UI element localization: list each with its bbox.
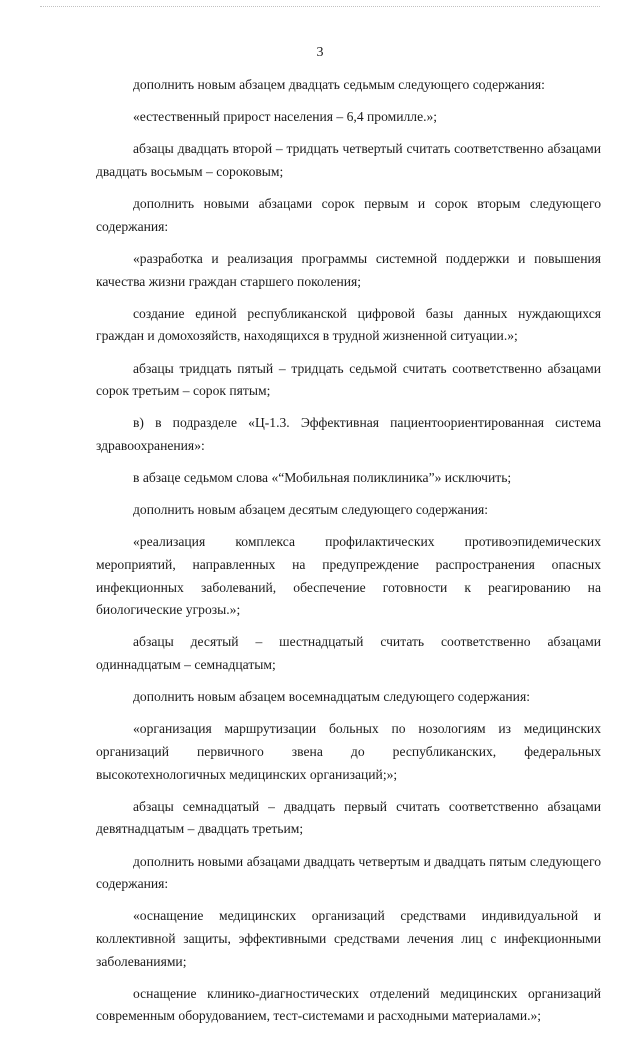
paragraph: оснащение клинико-диагностических отделений медицинских организаций современным оборудованием, тест-системами и расходными материалами.»;	[96, 985, 601, 1024]
paragraph: «организация маршрутизации больных по нозологиям из медицинских организаций первичного звена до республиканских, федеральных высокотехнологичных медицинских организаций;»;	[96, 721, 601, 782]
paragraph: дополнить новым абзацем двадцать седьмым следующего содержания:	[133, 77, 545, 92]
paragraph: дополнить новыми абзацами двадцать четвертым и двадцать пятым следующего содержания:	[96, 853, 601, 892]
paragraph: абзацы двадцать второй – тридцать четвертый считать соответственно абзацами двадцать восьмым – сороковым;	[96, 141, 601, 179]
paragraph: создание единой республиканской цифровой базы данных нуждающихся граждан и домохозяйств, находящихся в трудной жизненной ситуации.»;	[96, 305, 601, 344]
document-body	[96, 74, 601, 1037]
paragraph: «оснащение медицинских организаций средствами индивидуальной и коллективной защиты, эффективными средствами лечения лиц с инфекционными заболеваниями;	[96, 908, 601, 969]
paragraph: «разработка и реализация программы системной поддержки и повышения качества жизни граждан старшего поколения;	[96, 250, 601, 289]
paragraph: дополнить новым абзацем восемнадцатым следующего содержания:	[133, 689, 530, 705]
page-number: 3	[316, 45, 324, 60]
scan-artifact-line	[40, 6, 600, 7]
paragraph: абзацы тридцать пятый – тридцать седьмой считать соответственно абзацами сорок третьим – сорок пятым;	[96, 360, 601, 399]
paragraph: абзацы семнадцатый – двадцать первый считать соответственно абзацами девятнадцатым – двадцать третьим;	[96, 798, 601, 837]
paragraph: в) в подразделе «Ц-1.3. Эффективная пациентоориентированная система здравоохранения»:	[96, 415, 601, 453]
paragraph: «естественный прирост населения – 6,4 промилле.»;	[133, 109, 438, 125]
paragraph: в абзаце седьмом слова «“Мобильная поликлиника”» исключить;	[133, 470, 512, 486]
paragraph: «реализация комплекса профилактических противоэпидемических мероприятий, направленных на предупреждение распространения опасных инфекционных заболеваний, обеспечение готовности к реагированию на биологические угрозы.»;	[96, 534, 601, 618]
paragraph: дополнить новым абзацем десятым следующего содержания:	[133, 502, 489, 518]
paragraph: дополнить новыми абзацами сорок первым и сорок вторым следующего содержания:	[96, 196, 601, 234]
paragraph: абзацы десятый – шестнадцатый считать соответственно абзацами одиннадцатым – семнадцатым;	[96, 634, 601, 672]
